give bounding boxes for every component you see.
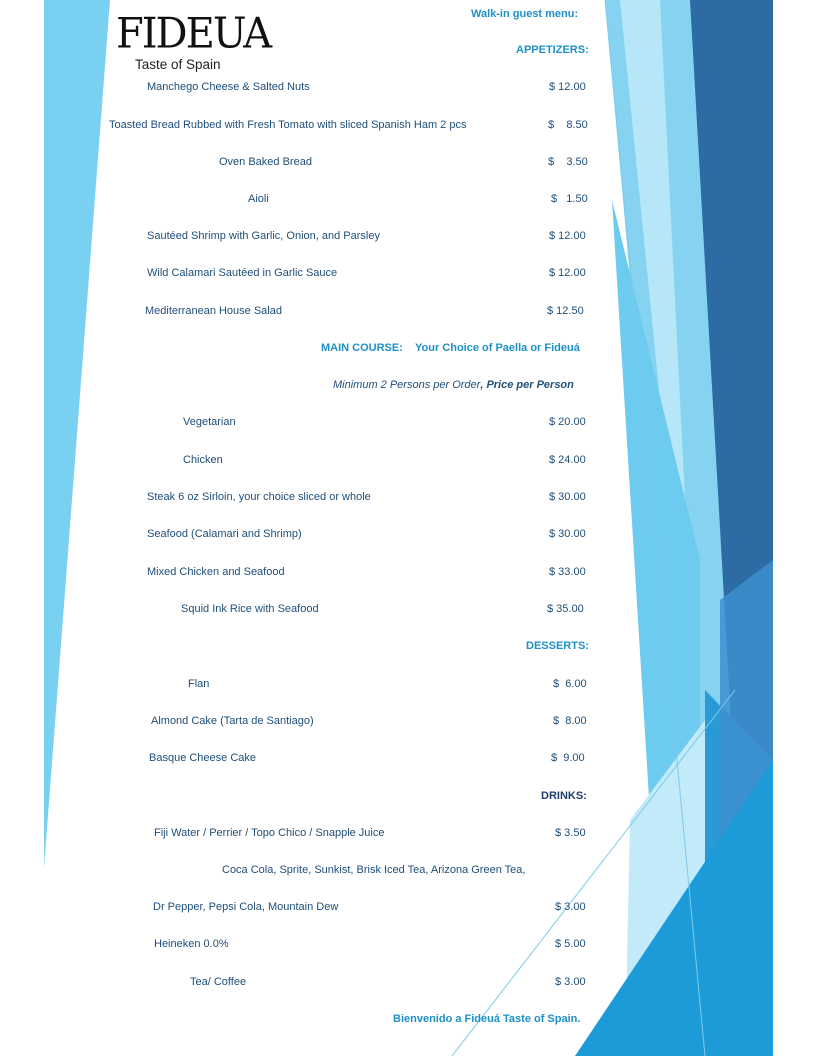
menu-item-name: Chicken: [183, 454, 223, 466]
menu-item-price: $ 3.50: [548, 156, 588, 168]
menu-item-name: Aioli: [248, 193, 269, 205]
menu-item-name: Seafood (Calamari and Shrimp): [147, 528, 302, 540]
menu-item-name: Heineken 0.0%: [154, 938, 229, 950]
footer-welcome: Bienvenido a Fideuá Taste of Spain.: [393, 1013, 581, 1025]
section-title-drinks: DRINKS:: [541, 790, 587, 802]
menu-item-name: Coca Cola, Sprite, Sunkist, Brisk Iced Tea, Arizona Green Tea,: [222, 864, 526, 876]
menu-item-name: Vegetarian: [183, 416, 236, 428]
menu-item-name: Flan: [188, 678, 210, 690]
brand-tagline: Taste of Spain: [135, 57, 221, 72]
menu-item-price: $ 30.00: [549, 528, 586, 540]
menu-item-name: Steak 6 oz Sirloin, your choice sliced or whole: [147, 491, 371, 503]
section-title-appetizers: APPETIZERS:: [516, 44, 589, 56]
menu-item-name: Fiji Water / Perrier / Topo Chico / Snapple Juice: [154, 827, 385, 839]
menu-item-price: $ 6.00: [553, 678, 587, 690]
menu-item-price: $ 35.00: [547, 603, 584, 615]
menu-item-price: $ 8.50: [548, 119, 588, 131]
menu-item-price: $ 3.00: [555, 976, 586, 988]
menu-item-price: $ 12.00: [549, 81, 586, 93]
menu-item-price: $ 1.50: [551, 193, 588, 205]
menu-item-name: Manchego Cheese & Salted Nuts: [147, 81, 310, 93]
menu-item-price: $ 8.00: [553, 715, 587, 727]
section-title-desserts: DESSERTS:: [526, 640, 589, 652]
menu-item-price: $ 3.00: [555, 901, 586, 913]
menu-item-price: $ 20.00: [549, 416, 586, 428]
note-bold: , Price per Person: [480, 379, 574, 391]
menu-item-price: $ 12.00: [549, 230, 586, 242]
menu-item-price: $ 33.00: [549, 566, 586, 578]
menu-item-price: $ 12.00: [549, 267, 586, 279]
menu-item-name: Almond Cake (Tarta de Santiago): [151, 715, 314, 727]
section-title-main-course: MAIN COURSE:: [321, 342, 403, 354]
menu-item-price: $ 3.50: [555, 827, 586, 839]
menu-item-price: $ 5.00: [555, 938, 586, 950]
note-italic: Minimum 2 Persons per Order: [333, 379, 481, 391]
menu-item-name: Squid Ink Rice with Seafood: [181, 603, 319, 615]
main-course-note: [333, 379, 574, 392]
menu-item-name: Wild Calamari Sautéed in Garlic Sauce: [147, 267, 338, 279]
menu-item-name: Sautéed Shrimp with Garlic, Onion, and Parsley: [147, 230, 380, 242]
menu-item-name: Toasted Bread Rubbed with Fresh Tomato with sliced Spanish Ham 2 pcs: [109, 119, 467, 131]
menu-item-name: Tea/ Coffee: [190, 976, 247, 988]
brand-logo: FIDEUA: [116, 9, 271, 59]
menu-item-name: Basque Cheese Cake: [149, 752, 257, 764]
main-course-subtitle: Your Choice of Paella or Fideuá: [415, 342, 580, 354]
menu-item-price: $ 30.00: [549, 491, 586, 503]
left-wedge: [44, 0, 110, 868]
menu-item-price: $ 12.50: [547, 305, 584, 317]
menu-item-name: Mediterranean House Salad: [145, 305, 282, 317]
menu-item-name: Mixed Chicken and Seafood: [147, 566, 285, 578]
menu-item-name: Oven Baked Bread: [219, 156, 312, 168]
walk-in-label: Walk-in guest menu:: [471, 8, 579, 20]
menu-item-name: Dr Pepper, Pepsi Cola, Mountain Dew: [153, 901, 339, 913]
menu-item-price: $ 9.00: [551, 752, 585, 764]
menu-item-price: $ 24.00: [549, 454, 586, 466]
